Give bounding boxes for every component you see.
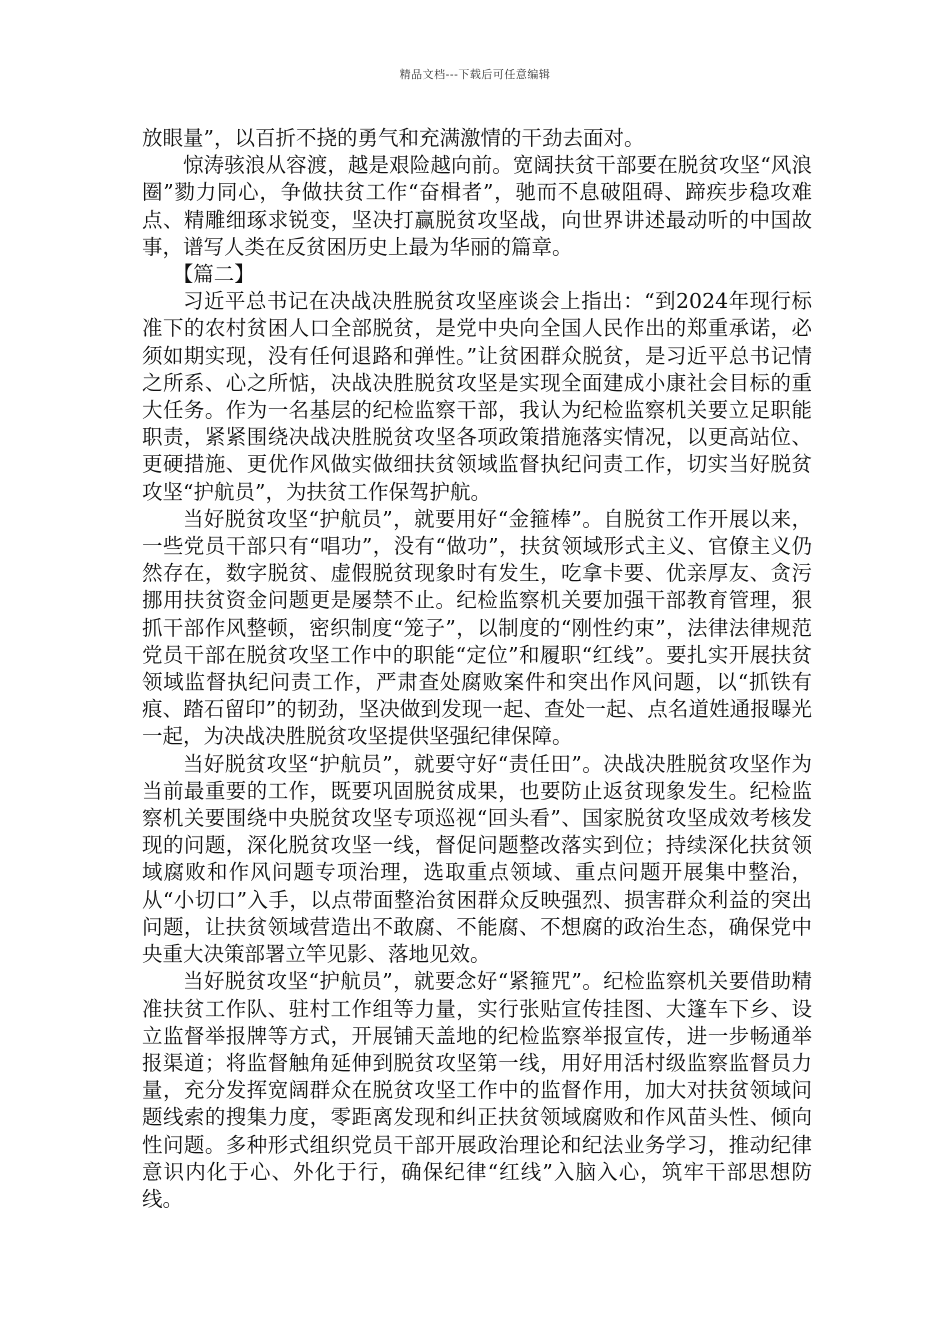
paragraph: 惊涛骇浪从容渡，越是艰险越向前。宽阔扶贫干部要在脱贫攻坚“风浪圈”勠力同心，争做扶贫工作“奋楫者”，驰而不息破阻碍、蹄疾步稳攻难点、精雕细琢求锐变，坚决打赢脱贫攻坚战，向世界讲述最动听的中国故事，谱写人类在反贫困历史上最为华丽的篇章。	[142, 153, 812, 259]
paragraph: 当好脱贫攻坚“护航员”，就要守好“责任田”。决战决胜脱贫攻坚作为当前最重要的工作，既要巩固脱贫成果，也要防止返贫现象发生。纪检监察机关要围绕中央脱贫攻坚专项巡视“回头看”、国家脱贫攻坚成效考核发现的问题，深化脱贫攻坚一线，督促问题整改落实到位；持续深化扶贫领域腐败和作风问题专项治理，选取重点领域、重点问题开展集中整治，从“小切口”入手，以点带面整治贫困群众反映强烈、损害群众利益的突出问题，让扶贫领域营造出不敢腐、不能腐、不想腐的政治生态，确保党中央重大决策部署立竿见影、落地见效。	[142, 751, 812, 967]
paragraph: 当好脱贫攻坚“护航员”，就要用好“金箍棒”。自脱贫工作开展以来，一些党员干部只有“唱功”，没有“做功”，扶贫领域形式主义、官僚主义仍然存在，数字脱贫、虚假脱贫现象时有发生，吃拿卡要、优亲厚友、贪污挪用扶贫资金问题更是屡禁不止。纪检监察机关要加强干部教育管理，狠抓干部作风整顿，密织制度“笼子”，以制度的“刚性约束”，法律法律规范党员干部在脱贫攻坚工作中的职能“定位”和履职“红线”。要扎实开展扶贫领域监督执纪问责工作，严肃查处腐败案件和突出作风问题，以“抓铁有痕、踏石留印”的韧劲，坚决做到发现一起、查处一起、点名道姓通报曝光一起，为决战决胜脱贫攻坚提供坚强纪律保障。	[142, 506, 812, 749]
paragraph: 习近平总书记在决战决胜脱贫攻坚座谈会上指出：“到2024年现行标准下的农村贫困人口全部脱贫，是党中央向全国人民作出的郑重承诺，必须如期实现，没有任何退路和弹性。”让贫困群众脱贫，是习近平总书记情之所系、心之所惦，决战决胜脱贫攻坚是实现全面建成小康社会目标的重大任务。作为一名基层的纪检监察干部，我认为纪检监察机关要立足职能职责，紧紧围绕决战决胜脱贫攻坚各项政策措施落实情况，以更高站位、更硬措施、更优作风做实做细扶贫领域监督执纪问责工作，切实当好脱贫攻坚“护航员”，为扶贫工作保驾护航。	[142, 289, 812, 504]
document-body	[142, 125, 812, 1213]
page-header: 精品文档---下载后可任意编辑	[399, 68, 551, 81]
paragraph: 当好脱贫攻坚“护航员”，就要念好“紧箍咒”。纪检监察机关要借助精准扶贫工作队、驻村工作组等力量，实行张贴宣传挂图、大篷车下乡、设立监督举报牌等方式，开展铺天盖地的纪检监察举报宣传，进一步畅通举报渠道；将监督触角延伸到脱贫攻坚第一线，用好用活村级监察监督员力量，充分发挥宽阔群众在脱贫攻坚工作中的监督作用，加大对扶贫领域问题线索的搜集力度，零距离发现和纠正扶贫领域腐败和作风苗头性、倾向性问题。多种形式组织党员干部开展政治理论和纪法业务学习，推动纪律意识内化于心、外化于行，确保纪律“红线”入脑入心，筑牢干部思想防线。	[142, 969, 812, 1211]
section-heading: 【篇二】	[172, 262, 255, 287]
paragraph-continuation: 放眼量”，以百折不挠的勇气和充满激情的干劲去面对。	[142, 126, 645, 150]
